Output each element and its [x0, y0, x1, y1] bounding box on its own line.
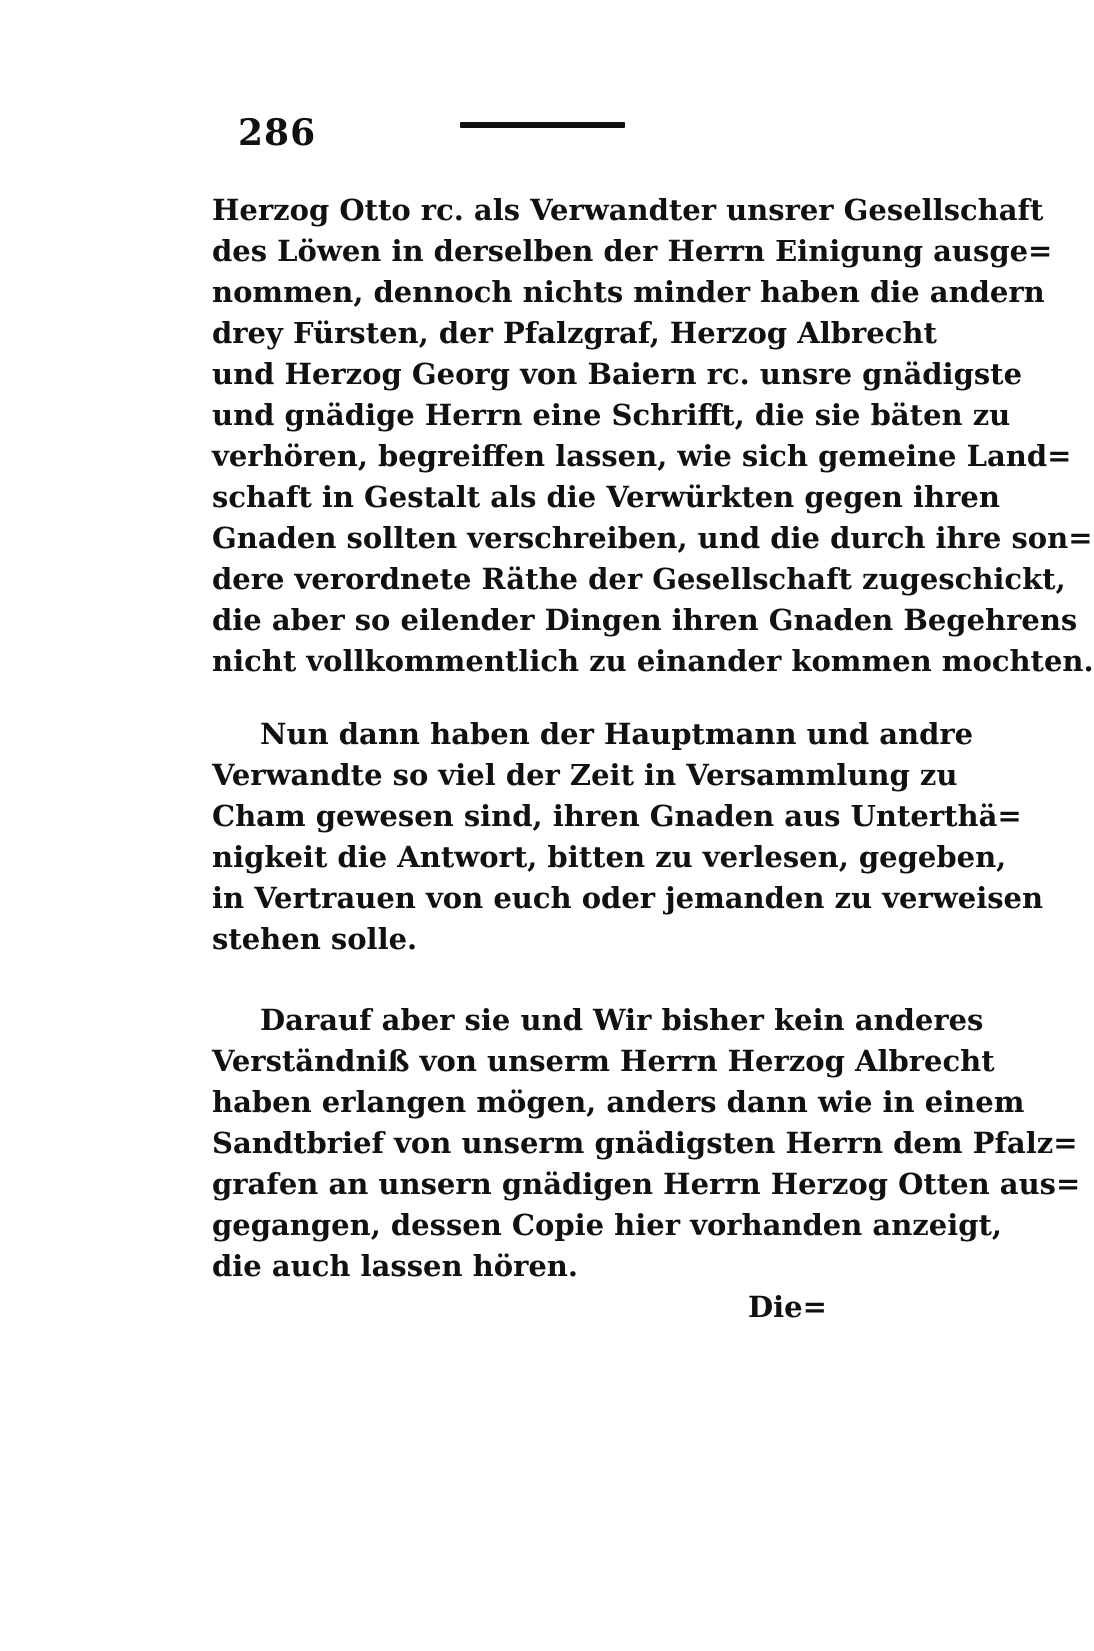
text-line: Gnaden sollten verschreiben, und die durch ihre son= — [212, 521, 1093, 555]
paragraph-3 — [212, 1000, 1081, 1287]
text-line: Nun dann haben der Hauptmann und andre — [260, 717, 974, 751]
text-line: Verständniß von unserm Herrn Herzog Albrecht — [212, 1044, 995, 1078]
text-line: in Vertrauen von euch oder jemanden zu verweisen — [212, 881, 1044, 915]
page-number: 286 — [238, 112, 317, 154]
text-line: des Löwen in derselben der Herrn Einigung ausge= — [212, 234, 1053, 268]
text-line: nicht vollkommentlich zu einander kommen mochten. — [212, 644, 1094, 678]
catchword: Die= — [748, 1290, 827, 1324]
text-line: grafen an unsern gnädigen Herrn Herzog Otten aus= — [212, 1167, 1081, 1201]
text-line: Verwandte so viel der Zeit in Versammlung zu — [212, 758, 958, 792]
text-line: nigkeit die Antwort, bitten zu verlesen, gegeben, — [212, 840, 1007, 874]
text-line: Sandtbrief von unserm gnädigsten Herrn dem Pfalz= — [212, 1126, 1078, 1160]
paragraph-1 — [212, 190, 1094, 682]
text-line: gegangen, dessen Copie hier vorhanden anzeigt, — [212, 1208, 1003, 1242]
header-rule — [460, 122, 625, 128]
text-line: schaft in Gestalt als die Verwürkten gegen ihren — [212, 480, 1000, 514]
text-line: stehen solle. — [212, 922, 418, 956]
paragraph-2 — [212, 714, 1044, 960]
text-line: die aber so eilender Dingen ihren Gnaden Begehrens — [212, 603, 1078, 637]
text-line: und Herzog Georg von Baiern rc. unsre gnädigste — [212, 357, 1023, 391]
text-line: und gnädige Herrn eine Schrifft, die sie bäten zu — [212, 398, 1011, 432]
text-line: haben erlangen mögen, anders dann wie in einem — [212, 1085, 1025, 1119]
text-line: dere verordnete Räthe der Gesellschaft zugeschickt, — [212, 562, 1066, 596]
text-line: Herzog Otto rc. als Verwandter unsrer Gesellschaft — [212, 193, 1044, 227]
text-line: nommen, dennoch nichts minder haben die andern — [212, 275, 1045, 309]
text-line: Cham gewesen sind, ihren Gnaden aus Unterthä= — [212, 799, 1022, 833]
text-line: verhören, begreiffen lassen, wie sich gemeine Land= — [212, 439, 1072, 473]
text-line: drey Fürsten, der Pfalzgraf, Herzog Albrecht — [212, 316, 937, 350]
text-line: Darauf aber sie und Wir bisher kein anderes — [260, 1003, 984, 1037]
text-line: die auch lassen hören. — [212, 1249, 578, 1283]
